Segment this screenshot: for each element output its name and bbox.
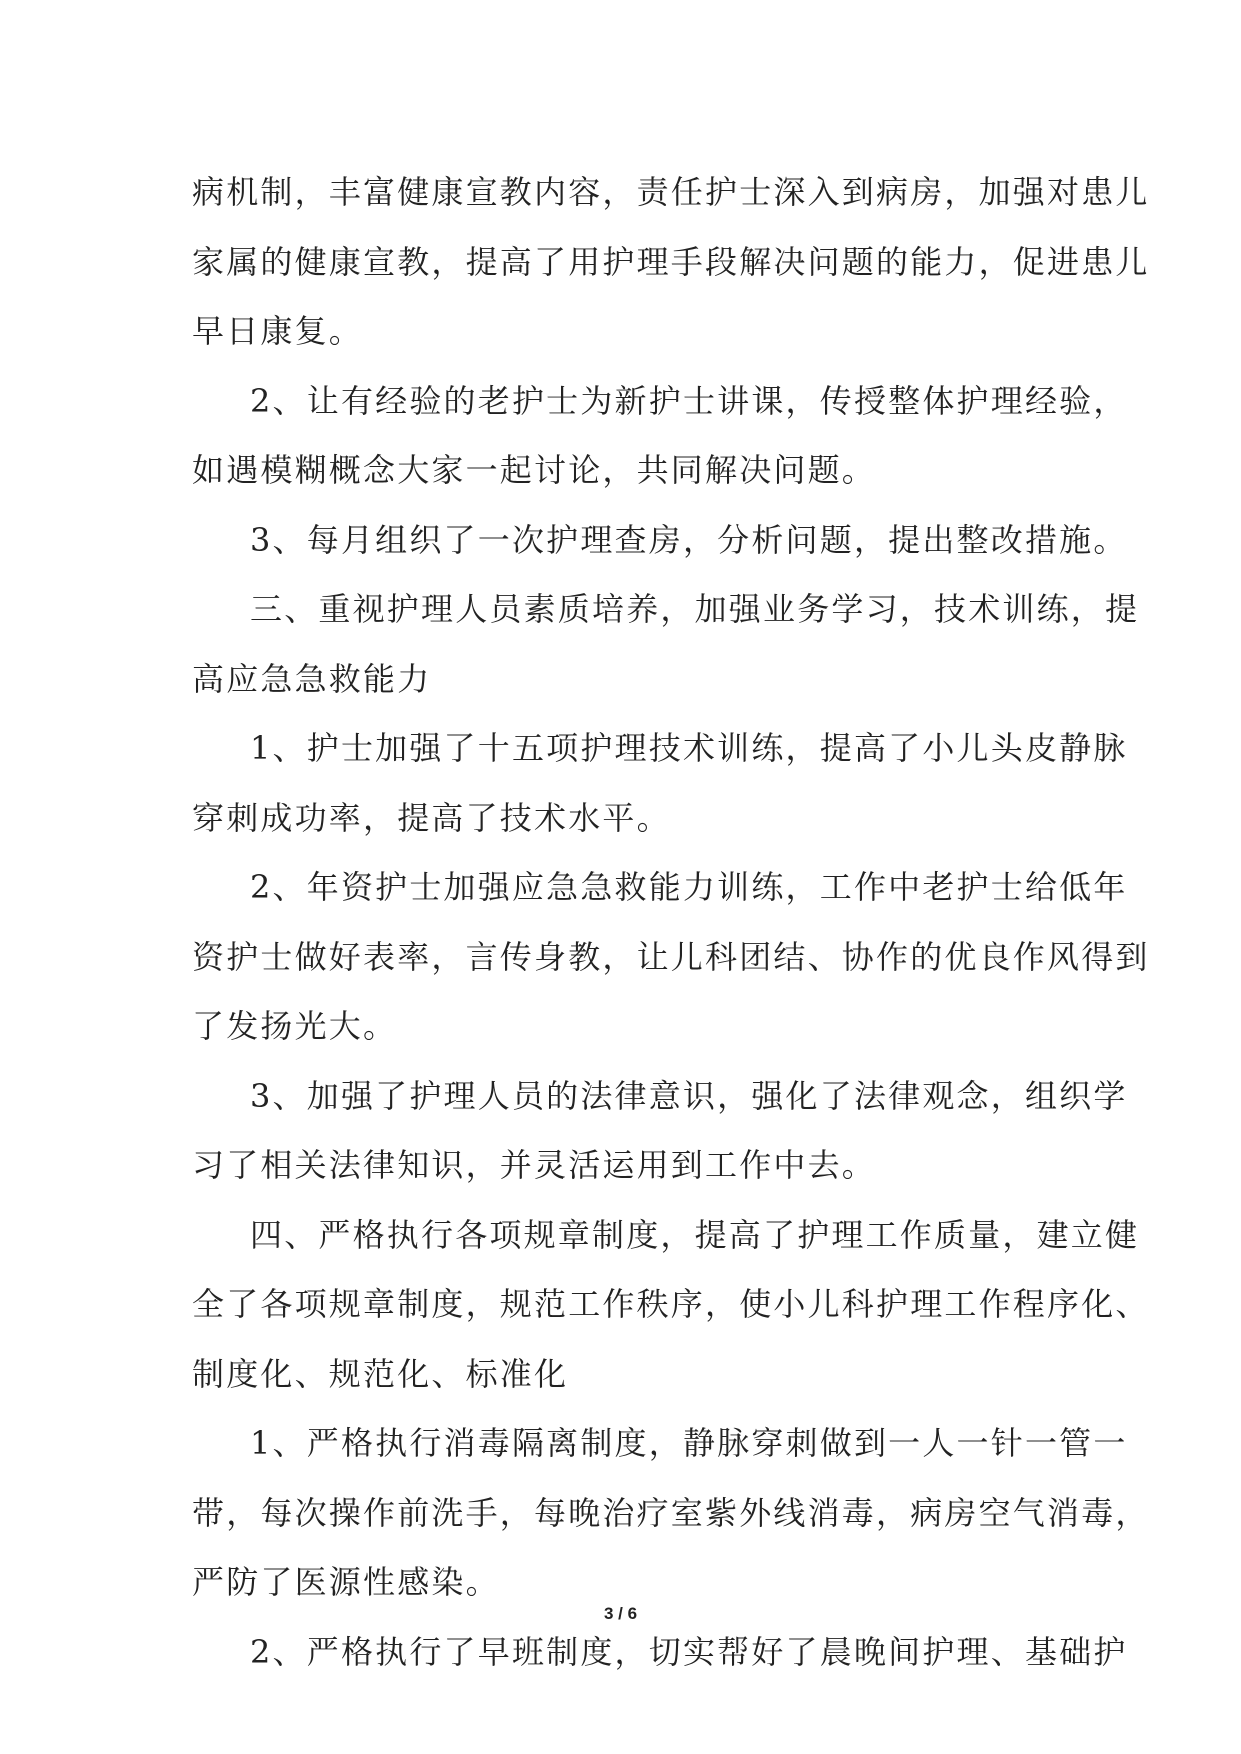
text-line: 2、年资护士加强应急急救能力训练，工作中老护士给低年 <box>250 868 1128 906</box>
text-line: 家属的健康宣教，提高了用护理手段解决问题的能力，促进患儿 <box>192 242 1150 281</box>
text-line: 资护士做好表率，言传身教，让儿科团结、协作的优良作风得到 <box>192 937 1150 976</box>
text-line: 病机制，丰富健康宣教内容，责任护士深入到病房，加强对患儿 <box>192 173 1150 211</box>
section-heading-line: 高应急急救能力 <box>192 659 432 698</box>
text-line: 习了相关法律知识，并灵活运用到工作中去。 <box>192 1146 877 1184</box>
section-heading-line: 全了各项规章制度，规范工作秩序，使小儿科护理工作程序化、 <box>192 1285 1150 1323</box>
text-line: 2、严格执行了早班制度，切实帮好了晨晚间护理、基础护 <box>250 1632 1128 1671</box>
section-heading-line: 四、严格执行各项规章制度，提高了护理工作质量，建立健 <box>250 1215 1140 1254</box>
text-line: 1、严格执行消毒隔离制度，静脉穿刺做到一人一针一管一 <box>250 1424 1128 1462</box>
text-line: 1、护士加强了十五项护理技术训练，提高了小儿头皮静脉 <box>250 729 1128 767</box>
text-line: 如遇模糊概念大家一起讨论，共同解决问题。 <box>192 451 877 489</box>
text-line: 带，每次操作前洗手，每晚治疗室紫外线消毒，病房空气消毒， <box>192 1493 1150 1532</box>
text-line: 2、让有经验的老护士为新护士讲课，传授整体护理经验， <box>250 381 1128 420</box>
body-text <box>192 158 1150 1687</box>
section-heading-line: 制度化、规范化、标准化 <box>192 1354 569 1393</box>
text-line: 穿刺成功率，提高了技术水平。 <box>192 798 671 837</box>
text-line: 早日康复。 <box>192 312 364 350</box>
text-line: 3、加强了护理人员的法律意识，强化了法律观念，组织学 <box>250 1076 1128 1115</box>
page-number: 3 / 6 <box>603 1604 638 1623</box>
text-line: 3、每月组织了一次护理查房，分析问题，提出整改措施。 <box>250 520 1128 559</box>
text-line: 了发扬光大。 <box>192 1007 398 1045</box>
text-line: 严防了医源性感染。 <box>192 1563 500 1601</box>
section-heading-line: 三、重视护理人员素质培养，加强业务学习，技术训练，提 <box>250 590 1140 628</box>
